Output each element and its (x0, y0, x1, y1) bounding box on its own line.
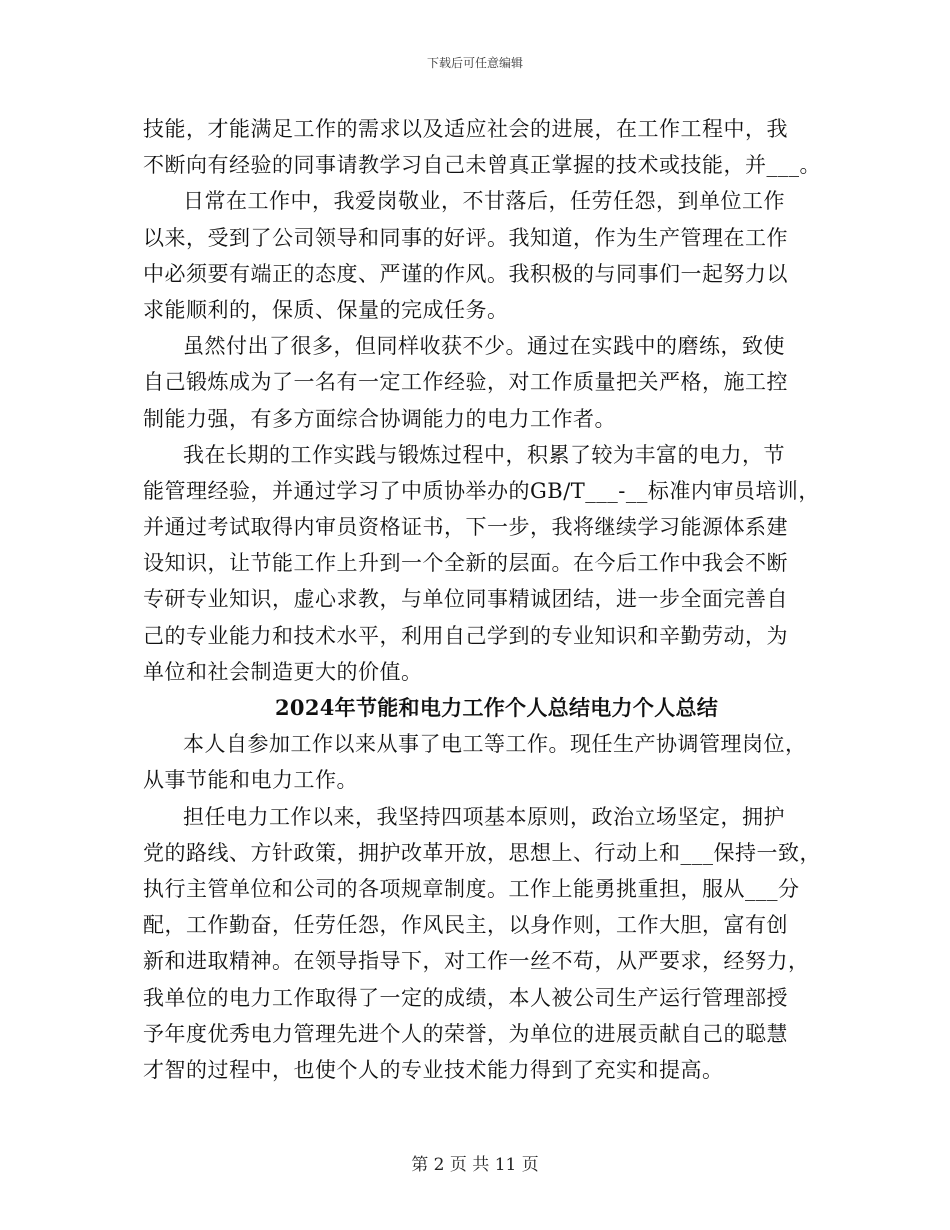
text-line: 日常在工作中，我爱岗敬业，不甘落后，任劳任怨，到单位工作 (183, 189, 785, 214)
text-line: 才智的过程中，也使个人的专业技术能力得到了充实和提高。 (143, 1057, 724, 1082)
text-line: 设知识，让节能工作上升到一个全新的层面。在今后工作中我会不断 (143, 551, 788, 576)
text-line: 不断向有经验的同事请教学习自己未曾真正掌握的技术或技能，并___。 (143, 153, 821, 178)
text-line: 单位和社会制造更大的价值。 (143, 659, 423, 684)
text-line: 我单位的电力工作取得了一定的成绩，本人被公司生产运行管理部授 (143, 985, 788, 1010)
header-note: 下载后可任意编辑 (426, 56, 523, 70)
text-line: 己的专业能力和技术水平，利用自己学到的专业知识和辛勤劳动，为 (143, 623, 788, 648)
text-line: 配，工作勤奋，任劳任怨，作风民主，以身作则，工作大胆，富有创 (143, 913, 788, 938)
text-line: 技能，才能满足工作的需求以及适应社会的进展，在工作工程中，我 (143, 117, 788, 141)
text-line: 本人自参加工作以来从事了电工等工作。现任生产协调管理岗位， (183, 732, 807, 757)
text-line: 制能力强，有多方面综合协调能力的电力工作者。 (143, 406, 616, 431)
text-line: 求能顺利的，保质、保量的完成任务。 (143, 297, 509, 322)
text-line: 以来，受到了公司领导和同事的好评。我知道，作为生产管理在工作 (143, 225, 788, 250)
text-line: 执行主管单位和公司的各项规章制度。工作上能勇挑重担，服从___分 (143, 876, 800, 901)
text-line: 新和进取精神。在领导指导下，对工作一丝不苟，从严要求，经努力， (143, 949, 810, 974)
section-title: 2024年节能和电力工作个人总结电力个人总结 (275, 695, 719, 720)
text-line: 中必须要有端正的态度、严谨的作风。我积极的与同事们一起努力以 (143, 261, 788, 286)
text-line: 虽然付出了很多，但同样收获不少。通过在实践中的磨练，致使 (183, 334, 785, 359)
text-line: 能管理经验，并通过学习了中质协举办的GB/T___-__标准内审员培训， (143, 478, 820, 503)
text-line: 并通过考试取得内审员资格证书，下一步，我将继续学习能源体系建 (143, 515, 788, 540)
text-line: 党的路线、方针政策，拥护改革开放，思想上、行动上和___保持一致， (143, 840, 821, 865)
text-line: 担任电力工作以来，我坚持四项基本原则，政治立场坚定，拥护 (183, 804, 785, 829)
text-line: 自己锻炼成为了一名有一定工作经验，对工作质量把关严格，施工控 (143, 370, 788, 395)
text-line: 专研专业知识，虚心求教，与单位同事精诚团结，进一步全面完善自 (143, 587, 788, 612)
text-line: 我在长期的工作实践与锻炼过程中，积累了较为丰富的电力，节 (183, 442, 785, 467)
document-body (0, 111, 950, 1088)
page-number: 第 2 页 共 11 页 (411, 1155, 539, 1175)
text-line: 予年度优秀电力管理先进个人的荣誉，为单位的进展贡献自己的聪慧 (143, 1021, 788, 1046)
text-line: 从事节能和电力工作。 (143, 768, 358, 793)
